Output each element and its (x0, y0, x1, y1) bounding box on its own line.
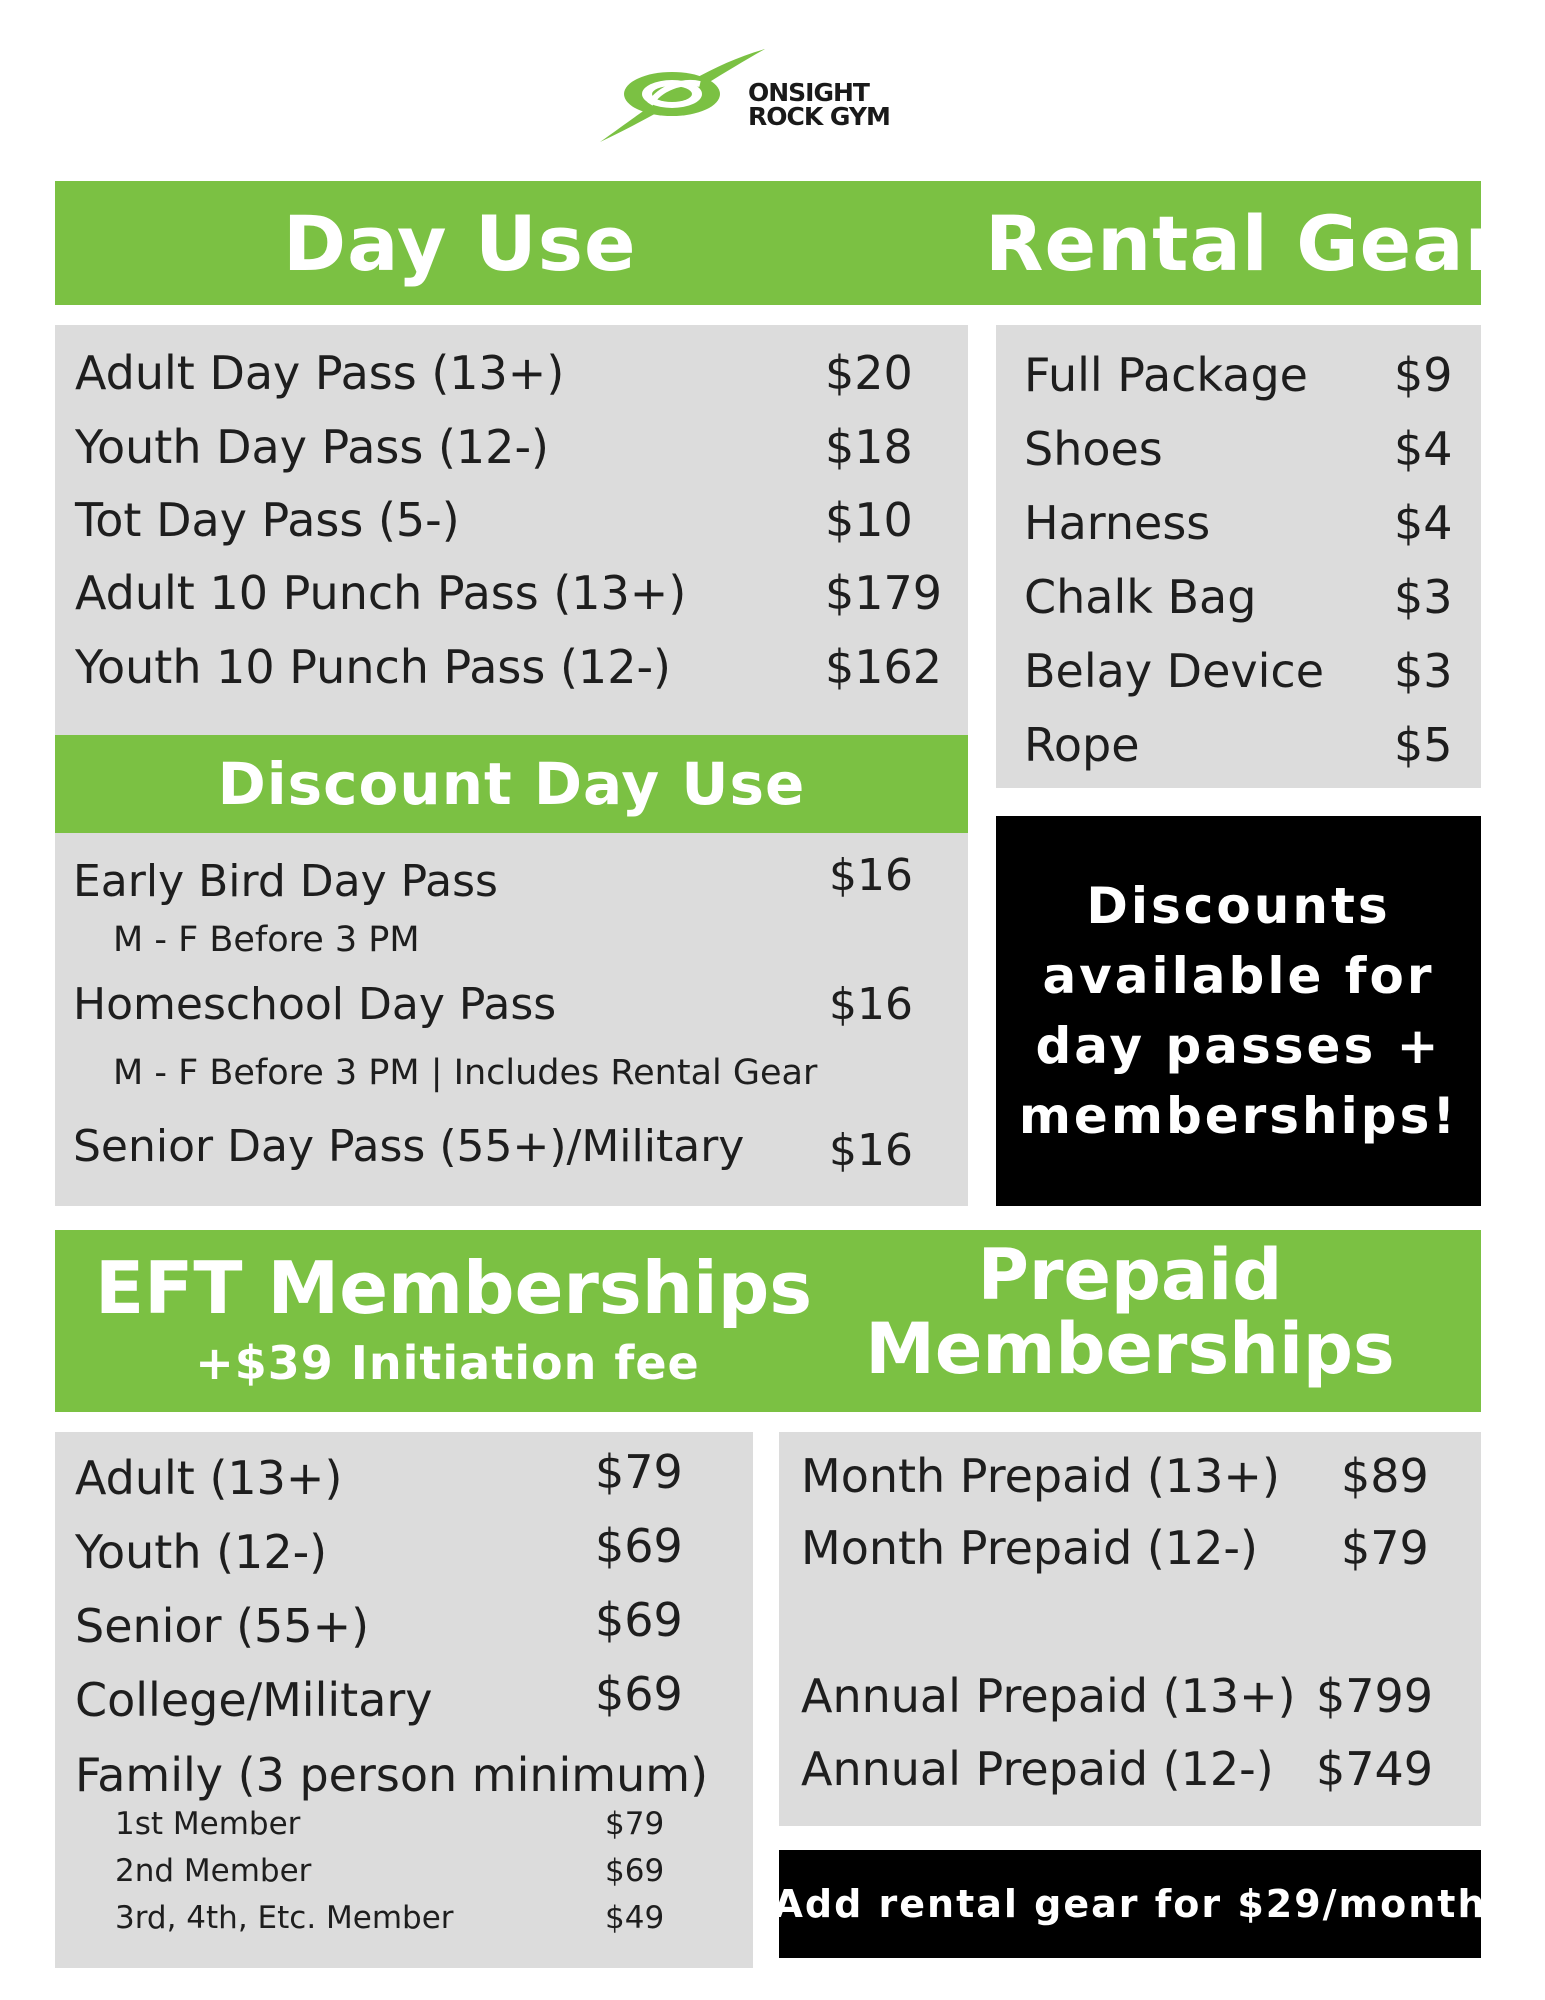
discount-day-use-header (55, 735, 968, 833)
item-price: $5 (1394, 718, 1453, 772)
item-price: $179 (825, 566, 943, 620)
item-label: Month Prepaid (13+) (801, 1449, 1280, 1503)
prepaid-memberships-panel (779, 1432, 1481, 1826)
item-price: $4 (1394, 496, 1453, 550)
member-label: 3rd, 4th, Etc. Member (115, 1900, 454, 1936)
eft-title: EFT Memberships (95, 1246, 813, 1330)
discount-day-use-title: Discount Day Use (217, 750, 806, 818)
item-label: Full Package (1024, 348, 1308, 402)
item-label: Month Prepaid (12-) (801, 1521, 1258, 1575)
item-label: Youth (12-) (75, 1525, 328, 1579)
day-use-panel (55, 325, 968, 735)
prepaid-title-line2: Memberships (865, 1308, 1395, 1390)
member-price: $79 (605, 1806, 665, 1842)
item-label: Rope (1024, 718, 1140, 772)
item-price: $69 (595, 1519, 683, 1573)
item-price: $16 (829, 979, 913, 1030)
swirl-logo-icon (600, 44, 770, 149)
item-price: $749 (1316, 1742, 1434, 1796)
item-price: $9 (1394, 348, 1453, 402)
promo-line-4: memberships! (1018, 1087, 1459, 1145)
item-price: $799 (1316, 1669, 1434, 1723)
eft-memberships-panel (55, 1432, 753, 1968)
family-plan-label (75, 1747, 708, 1803)
brand-logo (600, 44, 940, 149)
member-price: $69 (605, 1853, 665, 1889)
item-price: $79 (595, 1445, 683, 1499)
item-price: $162 (825, 640, 943, 694)
rental-gear-panel (996, 325, 1481, 788)
item-label: Adult 10 Punch Pass (13+) (75, 566, 687, 620)
item-label: Annual Prepaid (13+) (801, 1669, 1296, 1723)
item-label: Harness (1024, 496, 1211, 550)
promo-line-1: Discounts (1086, 877, 1391, 935)
item-label: Senior (55+) (75, 1599, 370, 1653)
item-price: $16 (829, 850, 913, 901)
member-label: 2nd Member (115, 1853, 312, 1889)
item-label: Homeschool Day Pass (73, 979, 557, 1030)
brand-name-line1: ONSIGHT (748, 78, 869, 107)
item-label: Youth Day Pass (12-) (75, 420, 549, 474)
item-price: $20 (825, 346, 913, 400)
item-price: $69 (595, 1667, 683, 1721)
day-use-header (55, 181, 1503, 305)
member-price: $49 (605, 1900, 665, 1936)
item-price: $18 (825, 420, 913, 474)
item-price: $79 (1341, 1521, 1429, 1575)
promo-line-2: available for (1042, 947, 1435, 1005)
family-label-text: Family (3 person minimum) (75, 1748, 709, 1802)
member-label: 1st Member (115, 1806, 301, 1842)
memberships-header (55, 1230, 1481, 1412)
day-use-title: Day Use (283, 198, 637, 288)
item-price: $69 (595, 1593, 683, 1647)
item-note (113, 1051, 817, 1095)
item-label: Youth 10 Punch Pass (12-) (75, 640, 672, 694)
item-price: $3 (1394, 644, 1453, 698)
rental-addon-banner (773, 1850, 1487, 1958)
item-label: Annual Prepaid (12-) (801, 1742, 1274, 1796)
promo-line-3: day passes + (1035, 1017, 1442, 1075)
rental-addon-text: Add rental gear for $29/month (773, 1882, 1487, 1926)
item-price: $89 (1341, 1449, 1429, 1503)
discount-day-use-panel (55, 833, 968, 1206)
item-label: Chalk Bag (1024, 570, 1257, 624)
rental-gear-title: Rental Gear (985, 198, 1503, 288)
item-price: $4 (1394, 422, 1453, 476)
brand-name-line2: ROCK GYM (748, 102, 890, 131)
discounts-promo-box (996, 816, 1481, 1206)
item-label: College/Military (75, 1673, 433, 1727)
item-price: $16 (829, 1125, 913, 1176)
item-label: Adult (13+) (75, 1451, 343, 1505)
item-label: Early Bird Day Pass (73, 856, 498, 907)
eft-subtitle: +$39 Initiation fee (195, 1336, 700, 1390)
item-label: Shoes (1024, 422, 1163, 476)
item-label: Tot Day Pass (5-) (75, 493, 460, 547)
item-note (113, 918, 420, 962)
item-label: Adult Day Pass (13+) (75, 346, 565, 400)
note-text: M - F Before 3 PM | Includes Rental Gear (113, 1053, 818, 1093)
item-price: $3 (1394, 570, 1453, 624)
item-label: Senior Day Pass (55+)/Military (73, 1121, 745, 1172)
prepaid-title-line1: Prepaid (977, 1234, 1283, 1316)
item-label: Belay Device (1024, 644, 1324, 698)
note-text: M - F Before 3 PM (113, 920, 420, 960)
item-price: $10 (825, 493, 913, 547)
